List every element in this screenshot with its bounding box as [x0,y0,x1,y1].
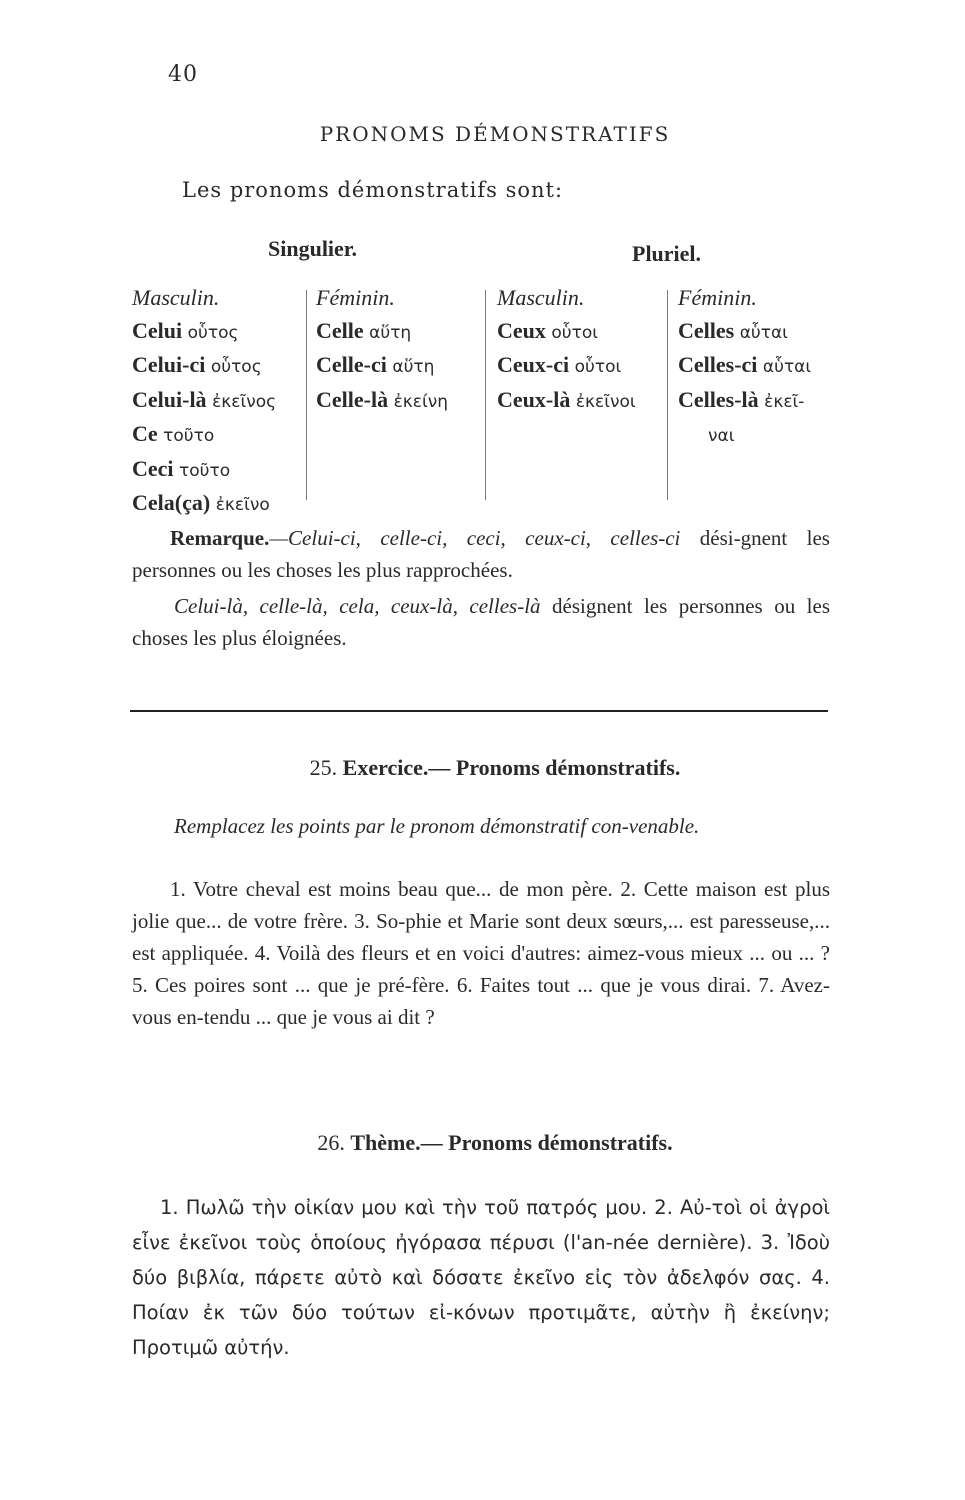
pronoun-row: Ceux οὗτοι [497,317,599,343]
pronoun-row: Ce τοῦτο [132,421,215,446]
theme-heading: 26. Thème.— Pronoms démonstratifs. [317,1130,673,1155]
pronoun-row: ναι [708,426,735,446]
remark-near-pronouns: —Celui-ci, celle-ci, ceci, ceux-ci, celles-ci [269,526,681,550]
pronoun-row: Ceux-là ἐκεῖνοι [497,386,636,412]
section-divider [130,710,828,712]
column-singular-feminine [316,282,448,418]
column-header: Féminin. [316,285,395,310]
column-divider [306,290,307,500]
remark-paragraph [132,522,830,586]
remark-far-text: désignent les personnes ou les choses les plus éloignées. [132,594,830,650]
remark-paragraph-far [132,590,830,654]
column-divider [667,290,668,500]
remark-near-text: dési-gnent les personnes ou les choses les plus rapprochées. [132,526,830,582]
column-header: Féminin. [678,285,757,310]
column-plural-masculine [497,282,636,418]
column-header: Masculin. [132,285,220,310]
pronoun-row: Celles-là ἐκεῖ- [678,386,805,412]
pronoun-row: Ceci τοῦτο [132,455,231,481]
remark-far-pronouns: Celui-là, celle-là, cela, ceux-là, celles-là [174,594,541,618]
plural-header: Pluriel. [632,241,702,266]
column-singular-masculine [132,282,276,522]
pronoun-row: Celle-là ἐκείνη [316,386,449,412]
pronoun-row: Ceux-ci οὗτοι [497,352,622,377]
theme-text: 1. Πωλῶ τὴν οἰκίαν μου καὶ τὴν τοῦ πατρός μου. 2. Αὐ-τοὶ οἱ ἀγροὶ εἶνε ἐκεῖνοι τοὺς ὁποίους ἠγόρασα πέρυσι (l'an-née dernière). 3. Ἰδοὺ δύο βιβλία, πάρετε αὐτὸ καὶ δόσατε ἐκεῖνο εἰς τὸν ἀδελφόν σας. 4. Ποίαν ἐκ τῶν δύο τούτων εἰ-κόνων προτιμᾶτε, αὐτὴν ἢ ἐκείνην; Προτιμῶ αὐτήν. [132,1196,830,1359]
pronoun-row: Celle αὕτη [316,317,412,343]
pronoun-row: Celles αὗται [678,317,788,343]
page-title: PRONOMS DÉMONSTRATIFS [319,122,671,146]
pronoun-row: Celles-ci αὗται [678,352,812,377]
pronoun-row: Cela(ça) ἐκεῖνο [132,490,270,515]
exercise-heading: 25. Exercice.— Pronoms démonstratifs. [309,755,681,780]
exercise-text: 1. Votre cheval est moins beau que... de mon père. 2. Cette maison est plus jolie que... de votre frère. 3. So-phie et Marie sont deux sœurs,... est paresseuse,... est appliquée. 4. Voilà des fleurs et en voici d'autres: aimez-vous mieux ... ou ... ? 5. Ces poires sont ... que je pré-fère. 6. Faites tout ... que je vous dirai. 7. Avez-vous en-tendu ... que je vous ai dit ? [132,877,830,1029]
exercise-instruction: Remplacez les points par le pronom démonstratif con-venable. [174,814,700,838]
remark-label: Remarque. [170,526,270,550]
column-header: Masculin. [497,285,585,310]
page-number: 40 [168,62,198,87]
pronoun-row: Celui-ci οὗτος [132,352,262,377]
singular-header: Singulier. [268,236,358,261]
column-divider [485,290,486,500]
intro-text: Les pronoms démonstratifs sont: [182,178,564,202]
column-plural-feminine [678,282,811,453]
pronoun-row: Celle-ci αὕτη [316,352,435,377]
pronoun-row: Celui-là ἐκεῖνος [132,386,277,412]
pronoun-row: Celui οὗτος [132,317,239,343]
